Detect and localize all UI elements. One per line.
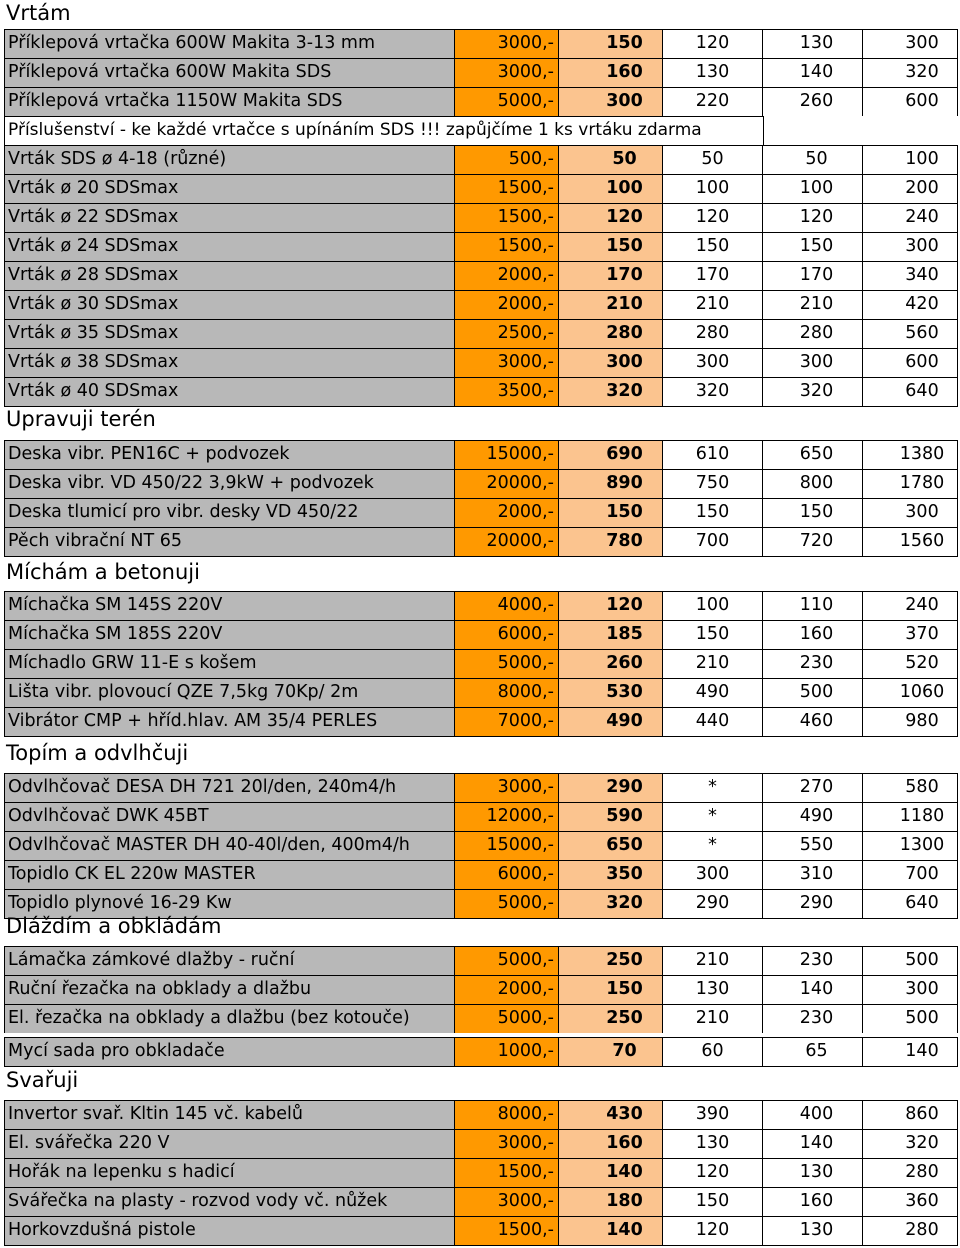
deposit-price: 6000,- xyxy=(454,620,558,649)
price-col-5: 500 xyxy=(762,678,862,707)
price-col-5: 800 xyxy=(762,469,862,498)
deposit-price: 15000,- xyxy=(454,831,558,860)
price-col-6: 860 xyxy=(862,1100,958,1129)
day-price: 780 xyxy=(558,527,662,557)
price-col-5: 100 xyxy=(762,174,862,203)
price-col-4: 210 xyxy=(662,649,762,678)
item-name: Svářečka na plasty - rozvod vody vč. nůžek xyxy=(4,1187,454,1216)
deposit-price: 1500,- xyxy=(454,1216,558,1246)
day-price: 120 xyxy=(558,203,662,232)
price-col-6: 300 xyxy=(862,498,958,527)
price-col-6: 240 xyxy=(862,203,958,232)
item-name: Příklepová vrtačka 1150W Makita SDS xyxy=(4,87,454,116)
item-name: El. řezačka na obklady a dlažbu (bez kotouče) xyxy=(4,1004,454,1033)
item-name: Míchačka SM 185S 220V xyxy=(4,620,454,649)
price-col-6: 280 xyxy=(862,1216,958,1246)
item-name: Vrták ø 38 SDSmax xyxy=(4,348,454,377)
accessory-note: Příslušenství - ke každé vrtačce s upínáním SDS !!! zapůjčíme 1 ks vrtáku zdarma xyxy=(4,116,764,145)
item-name: Horkovzdušná pistole xyxy=(4,1216,454,1246)
price-col-6: 1560 xyxy=(862,527,958,557)
table-row xyxy=(4,591,958,620)
price-col-5: 150 xyxy=(762,232,862,261)
price-col-4: 280 xyxy=(662,319,762,348)
item-name: Deska vibr. PEN16C + podvozek xyxy=(4,440,454,469)
item-name: Vrták ø 24 SDSmax xyxy=(4,232,454,261)
table-row xyxy=(4,87,958,116)
day-price: 280 xyxy=(558,319,662,348)
price-col-5: 310 xyxy=(762,860,862,889)
item-name: Vrták ø 22 SDSmax xyxy=(4,203,454,232)
day-price: 160 xyxy=(558,58,662,87)
day-price: 320 xyxy=(558,889,662,919)
item-name: Míchadlo GRW 11-E s košem xyxy=(4,649,454,678)
price-col-4: 320 xyxy=(662,377,762,407)
table-row xyxy=(4,649,958,678)
price-col-4: 700 xyxy=(662,527,762,557)
price-col-5: 160 xyxy=(762,1187,862,1216)
price-col-4: 490 xyxy=(662,678,762,707)
price-col-4: 210 xyxy=(662,946,762,975)
price-col-4: 100 xyxy=(662,591,762,620)
price-col-6: 980 xyxy=(862,707,958,737)
item-name: Pěch vibrační NT 65 xyxy=(4,527,454,557)
price-col-5: 290 xyxy=(762,889,862,919)
item-name: Příklepová vrtačka 600W Makita 3-13 mm xyxy=(4,29,454,58)
table-row xyxy=(4,232,958,261)
price-col-6: 500 xyxy=(862,1004,958,1033)
day-price: 250 xyxy=(558,1004,662,1033)
price-col-5: 320 xyxy=(762,377,862,407)
day-price: 140 xyxy=(558,1158,662,1187)
table-row xyxy=(4,203,958,232)
item-name: Odvlhčovač DESA DH 721 20l/den, 240m4/h xyxy=(4,773,454,802)
table-row xyxy=(4,29,958,58)
day-price: 100 xyxy=(558,174,662,203)
price-col-5: 140 xyxy=(762,58,862,87)
price-col-4: 120 xyxy=(662,203,762,232)
table-row xyxy=(4,440,958,469)
deposit-price: 2000,- xyxy=(454,975,558,1004)
deposit-price: 12000,- xyxy=(454,802,558,831)
item-name: Lišta vibr. plovoucí QZE 7,5kg 70Kp/ 2m xyxy=(4,678,454,707)
section-heading: Vrtám xyxy=(6,1,71,25)
price-col-4: 50 xyxy=(662,145,762,174)
price-col-5: 160 xyxy=(762,620,862,649)
price-col-6: 200 xyxy=(862,174,958,203)
price-col-4: 130 xyxy=(662,975,762,1004)
price-col-6: 300 xyxy=(862,232,958,261)
deposit-price: 2000,- xyxy=(454,498,558,527)
item-name: Míchačka SM 145S 220V xyxy=(4,591,454,620)
price-col-4: 300 xyxy=(662,348,762,377)
price-col-4: 210 xyxy=(662,1004,762,1033)
table-row xyxy=(4,174,958,203)
table-row xyxy=(4,1004,958,1033)
item-name: El. svářečka 220 V xyxy=(4,1129,454,1158)
price-col-4: 120 xyxy=(662,1158,762,1187)
price-col-4: 120 xyxy=(662,1216,762,1246)
price-col-5: 140 xyxy=(762,1129,862,1158)
deposit-price: 6000,- xyxy=(454,860,558,889)
table-row xyxy=(4,1158,958,1187)
price-col-4: 130 xyxy=(662,58,762,87)
price-col-5: 400 xyxy=(762,1100,862,1129)
deposit-price: 3000,- xyxy=(454,58,558,87)
price-col-4: 750 xyxy=(662,469,762,498)
item-name: Vrták ø 30 SDSmax xyxy=(4,290,454,319)
deposit-price: 5000,- xyxy=(454,889,558,919)
deposit-price: 1500,- xyxy=(454,1158,558,1187)
price-col-6: 140 xyxy=(862,1037,958,1067)
item-name: Odvlhčovač MASTER DH 40-40l/den, 400m4/h xyxy=(4,831,454,860)
table-row xyxy=(4,469,958,498)
price-col-4: 440 xyxy=(662,707,762,737)
deposit-price: 3000,- xyxy=(454,1129,558,1158)
item-name: Vibrátor CMP + hříd.hlav. AM 35/4 PERLES xyxy=(4,707,454,737)
day-price: 260 xyxy=(558,649,662,678)
price-col-6: 520 xyxy=(862,649,958,678)
day-price: 185 xyxy=(558,620,662,649)
item-name: Hořák na lepenku s hadicí xyxy=(4,1158,454,1187)
price-col-4: 220 xyxy=(662,87,762,116)
price-col-5: 230 xyxy=(762,946,862,975)
item-name: Topidlo CK EL 220w MASTER xyxy=(4,860,454,889)
price-col-5: 260 xyxy=(762,87,862,116)
price-col-5: 130 xyxy=(762,1158,862,1187)
item-name: Vrták ø 40 SDSmax xyxy=(4,377,454,407)
day-price: 350 xyxy=(558,860,662,889)
day-price: 150 xyxy=(558,29,662,58)
table-row xyxy=(4,802,958,831)
price-col-4: 150 xyxy=(662,1187,762,1216)
price-col-5: 110 xyxy=(762,591,862,620)
deposit-price: 1500,- xyxy=(454,232,558,261)
day-price: 140 xyxy=(558,1216,662,1246)
day-price: 490 xyxy=(558,707,662,737)
price-col-6: 700 xyxy=(862,860,958,889)
table-row xyxy=(4,773,958,802)
price-col-4: 610 xyxy=(662,440,762,469)
price-col-5: 720 xyxy=(762,527,862,557)
price-col-6: 1300 xyxy=(862,831,958,860)
deposit-price: 1000,- xyxy=(454,1037,558,1067)
item-name: Deska vibr. VD 450/22 3,9kW + podvozek xyxy=(4,469,454,498)
price-col-5: 210 xyxy=(762,290,862,319)
table-row xyxy=(4,261,958,290)
section-heading: Svařuji xyxy=(6,1068,79,1092)
day-price: 50 xyxy=(558,145,662,174)
deposit-price: 2500,- xyxy=(454,319,558,348)
price-col-4: 60 xyxy=(662,1037,762,1067)
table-row xyxy=(4,831,958,860)
deposit-price: 500,- xyxy=(454,145,558,174)
price-col-5: 490 xyxy=(762,802,862,831)
price-col-6: 280 xyxy=(862,1158,958,1187)
price-col-5: 150 xyxy=(762,498,862,527)
price-col-4: 300 xyxy=(662,860,762,889)
price-col-4: 390 xyxy=(662,1100,762,1129)
table-row xyxy=(4,348,958,377)
price-col-5: 230 xyxy=(762,649,862,678)
table-row xyxy=(4,58,958,87)
table-row xyxy=(4,290,958,319)
deposit-price: 5000,- xyxy=(454,649,558,678)
deposit-price: 3000,- xyxy=(454,773,558,802)
table-row xyxy=(4,1100,958,1129)
price-col-6: 1180 xyxy=(862,802,958,831)
day-price: 690 xyxy=(558,440,662,469)
price-col-6: 340 xyxy=(862,261,958,290)
day-price: 120 xyxy=(558,591,662,620)
price-col-4: * xyxy=(662,831,762,860)
table-row xyxy=(4,1037,958,1067)
table-row xyxy=(4,145,958,174)
deposit-price: 1500,- xyxy=(454,174,558,203)
price-col-6: 1380 xyxy=(862,440,958,469)
day-price: 300 xyxy=(558,348,662,377)
price-col-6: 320 xyxy=(862,1129,958,1158)
price-col-5: 280 xyxy=(762,319,862,348)
deposit-price: 2000,- xyxy=(454,261,558,290)
price-col-6: 640 xyxy=(862,377,958,407)
item-name: Ruční řezačka na obklady a dlažbu xyxy=(4,975,454,1004)
deposit-price: 7000,- xyxy=(454,707,558,737)
day-price: 150 xyxy=(558,975,662,1004)
deposit-price: 8000,- xyxy=(454,678,558,707)
price-col-4: 130 xyxy=(662,1129,762,1158)
table-row xyxy=(4,1129,958,1158)
price-col-6: 300 xyxy=(862,29,958,58)
item-name: Příklepová vrtačka 600W Makita SDS xyxy=(4,58,454,87)
deposit-price: 1500,- xyxy=(454,203,558,232)
deposit-price: 3000,- xyxy=(454,348,558,377)
deposit-price: 20000,- xyxy=(454,527,558,557)
day-price: 430 xyxy=(558,1100,662,1129)
price-col-4: 290 xyxy=(662,889,762,919)
item-name: Vrták ø 20 SDSmax xyxy=(4,174,454,203)
table-row xyxy=(4,860,958,889)
price-col-5: 170 xyxy=(762,261,862,290)
price-col-4: 100 xyxy=(662,174,762,203)
price-col-5: 270 xyxy=(762,773,862,802)
deposit-price: 3500,- xyxy=(454,377,558,407)
item-name: Topidlo plynové 16-29 Kw xyxy=(4,889,454,919)
price-col-6: 1780 xyxy=(862,469,958,498)
price-col-6: 600 xyxy=(862,87,958,116)
deposit-price: 3000,- xyxy=(454,1187,558,1216)
table-row xyxy=(4,946,958,975)
day-price: 290 xyxy=(558,773,662,802)
price-col-6: 100 xyxy=(862,145,958,174)
day-price: 300 xyxy=(558,87,662,116)
price-col-6: 320 xyxy=(862,58,958,87)
table-row xyxy=(4,527,958,557)
price-col-6: 420 xyxy=(862,290,958,319)
day-price: 150 xyxy=(558,498,662,527)
price-col-6: 560 xyxy=(862,319,958,348)
table-row xyxy=(4,498,958,527)
item-name: Lámačka zámkové dlažby - ruční xyxy=(4,946,454,975)
table-row xyxy=(4,707,958,737)
price-col-5: 460 xyxy=(762,707,862,737)
item-name: Mycí sada pro obkladače xyxy=(4,1037,454,1067)
day-price: 170 xyxy=(558,261,662,290)
price-col-6: 600 xyxy=(862,348,958,377)
deposit-price: 20000,- xyxy=(454,469,558,498)
price-col-6: 370 xyxy=(862,620,958,649)
price-col-4: 150 xyxy=(662,232,762,261)
price-col-6: 360 xyxy=(862,1187,958,1216)
price-col-5: 120 xyxy=(762,203,862,232)
item-name: Invertor svař. Kltin 145 vč. kabelů xyxy=(4,1100,454,1129)
section-heading: Míchám a betonuji xyxy=(6,560,200,584)
section-heading: Dláždím a obkládám xyxy=(6,914,222,938)
deposit-price: 5000,- xyxy=(454,946,558,975)
item-name: Odvlhčovač DWK 45BT xyxy=(4,802,454,831)
price-col-4: * xyxy=(662,773,762,802)
day-price: 250 xyxy=(558,946,662,975)
day-price: 70 xyxy=(558,1037,662,1067)
table-row xyxy=(4,1216,958,1246)
day-price: 590 xyxy=(558,802,662,831)
price-col-4: 150 xyxy=(662,620,762,649)
price-col-5: 550 xyxy=(762,831,862,860)
price-col-5: 650 xyxy=(762,440,862,469)
price-col-5: 130 xyxy=(762,29,862,58)
deposit-price: 4000,- xyxy=(454,591,558,620)
day-price: 650 xyxy=(558,831,662,860)
price-col-4: * xyxy=(662,802,762,831)
day-price: 150 xyxy=(558,232,662,261)
day-price: 180 xyxy=(558,1187,662,1216)
deposit-price: 3000,- xyxy=(454,29,558,58)
price-col-4: 210 xyxy=(662,290,762,319)
day-price: 530 xyxy=(558,678,662,707)
table-row xyxy=(4,319,958,348)
deposit-price: 8000,- xyxy=(454,1100,558,1129)
section-heading: Upravuji terén xyxy=(6,407,156,431)
table-row xyxy=(4,620,958,649)
price-col-4: 170 xyxy=(662,261,762,290)
price-col-6: 1060 xyxy=(862,678,958,707)
deposit-price: 15000,- xyxy=(454,440,558,469)
table-row xyxy=(4,678,958,707)
table-row xyxy=(4,1187,958,1216)
table-row xyxy=(4,377,958,407)
price-col-6: 240 xyxy=(862,591,958,620)
price-col-6: 500 xyxy=(862,946,958,975)
price-col-5: 65 xyxy=(762,1037,862,1067)
price-col-5: 50 xyxy=(762,145,862,174)
item-name: Vrták ø 35 SDSmax xyxy=(4,319,454,348)
item-name: Vrták ø 28 SDSmax xyxy=(4,261,454,290)
item-name: Vrták SDS ø 4-18 (různé) xyxy=(4,145,454,174)
day-price: 320 xyxy=(558,377,662,407)
price-col-6: 300 xyxy=(862,975,958,1004)
section-heading: Topím a odvlhčuji xyxy=(6,741,189,765)
deposit-price: 2000,- xyxy=(454,290,558,319)
price-col-4: 120 xyxy=(662,29,762,58)
day-price: 890 xyxy=(558,469,662,498)
price-col-5: 230 xyxy=(762,1004,862,1033)
table-row xyxy=(4,975,958,1004)
price-col-5: 300 xyxy=(762,348,862,377)
deposit-price: 5000,- xyxy=(454,87,558,116)
price-col-6: 580 xyxy=(862,773,958,802)
price-col-6: 640 xyxy=(862,889,958,919)
price-col-5: 130 xyxy=(762,1216,862,1246)
price-col-4: 150 xyxy=(662,498,762,527)
item-name: Deska tlumicí pro vibr. desky VD 450/22 xyxy=(4,498,454,527)
price-col-5: 140 xyxy=(762,975,862,1004)
deposit-price: 5000,- xyxy=(454,1004,558,1033)
day-price: 160 xyxy=(558,1129,662,1158)
day-price: 210 xyxy=(558,290,662,319)
